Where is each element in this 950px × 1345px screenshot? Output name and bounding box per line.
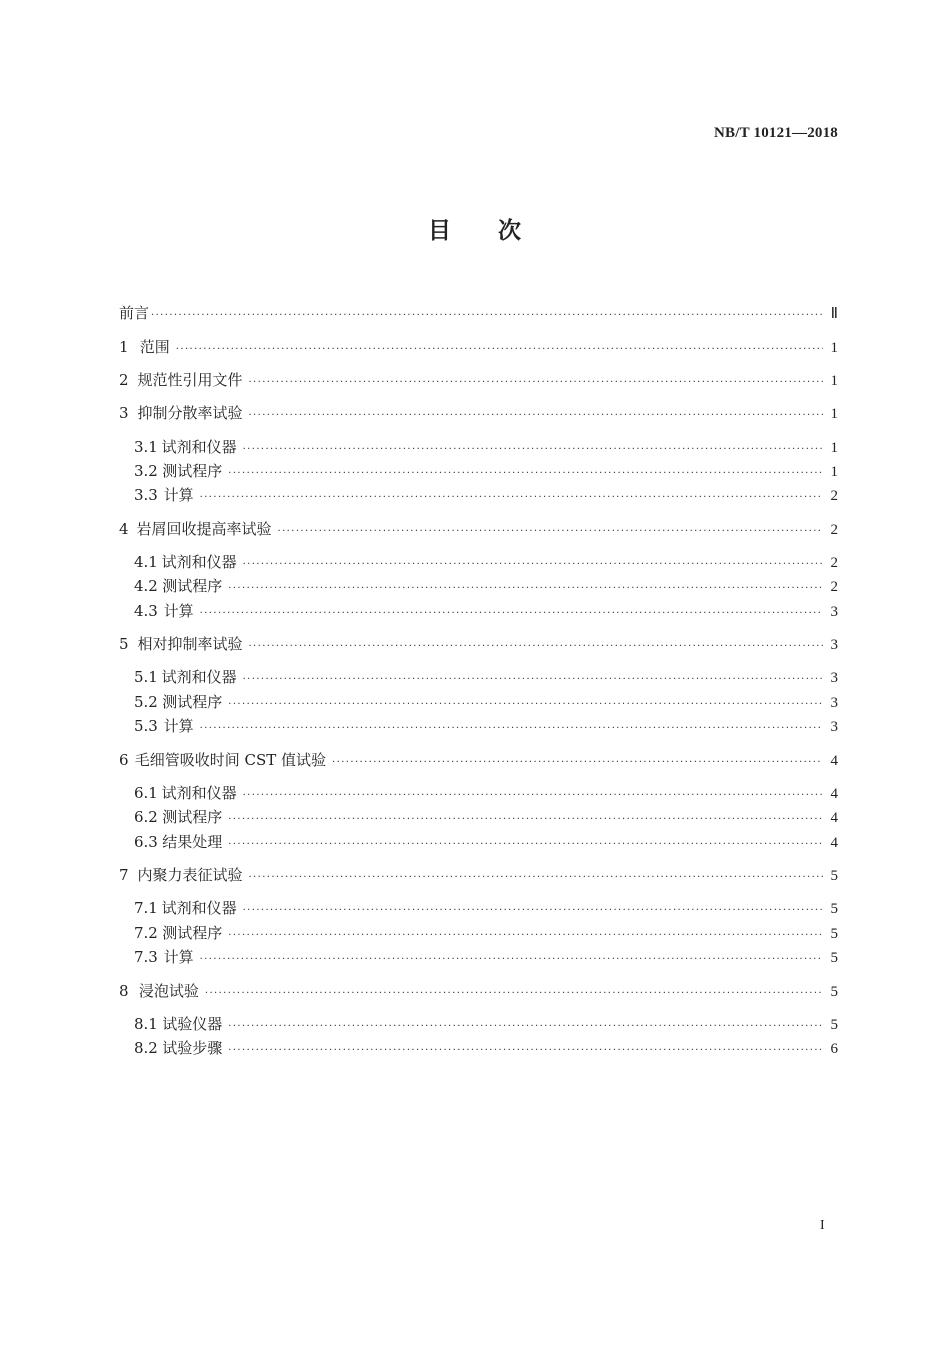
toc-label: 试验步骤 xyxy=(162,1039,223,1057)
toc-subentry[interactable] xyxy=(134,600,838,622)
toc-page: 3 xyxy=(830,670,838,686)
toc-label: 试剂和仪器 xyxy=(161,668,237,686)
toc-label: 计算 xyxy=(163,948,194,966)
toc-label: 试剂和仪器 xyxy=(161,899,237,917)
toc-label: 范围 xyxy=(139,338,170,356)
toc-label: 岩屑回收提高率试验 xyxy=(136,520,272,538)
toc-leader-dots xyxy=(248,867,822,889)
toc-leader-dots xyxy=(243,785,823,807)
toc-label: 试剂和仪器 xyxy=(161,784,237,802)
toc-leader-dots xyxy=(243,669,823,691)
toc-page: 2 xyxy=(830,555,838,571)
toc-subentry[interactable] xyxy=(134,1013,838,1035)
toc-label: 计算 xyxy=(163,717,194,735)
toc-label: 测试程序 xyxy=(162,462,223,480)
toc-number: 5.3 xyxy=(134,717,158,735)
toc-leader-dots xyxy=(243,554,823,576)
toc-number: 8.1 xyxy=(134,1015,158,1033)
toc-leader-dots xyxy=(228,694,822,716)
toc-label: 相对抑制率试验 xyxy=(137,635,243,653)
toc-page: 3 xyxy=(830,637,838,653)
toc-label: 计算 xyxy=(163,486,194,504)
toc-entry[interactable] xyxy=(119,518,838,540)
toc-page: 1 xyxy=(830,340,838,356)
toc-page: 3 xyxy=(830,604,838,620)
toc-number: 5.1 xyxy=(134,668,158,686)
toc-page: 4 xyxy=(830,786,838,802)
toc-label: 内聚力表征试验 xyxy=(137,866,243,884)
toc-label: 抑制分散率试验 xyxy=(137,404,243,422)
page-title xyxy=(0,212,950,245)
toc-label: 试剂和仪器 xyxy=(161,438,237,456)
toc-subentry[interactable] xyxy=(134,806,838,828)
toc-entry[interactable] xyxy=(119,749,838,771)
toc-leader-dots xyxy=(228,1040,822,1062)
toc-number: 4.3 xyxy=(134,602,158,620)
toc-page: 5 xyxy=(830,901,838,917)
toc-label: 规范性引用文件 xyxy=(137,371,243,389)
toc-subentry[interactable] xyxy=(134,460,838,482)
toc-subentry[interactable] xyxy=(134,666,838,688)
toc-page: 3 xyxy=(830,695,838,711)
toc-entry[interactable] xyxy=(119,980,838,1002)
toc-entry[interactable] xyxy=(119,369,838,391)
toc-number: 3.2 xyxy=(134,462,158,480)
toc-leader-dots xyxy=(200,487,823,509)
toc-entry-foreword[interactable] xyxy=(119,302,838,324)
toc-page: 2 xyxy=(830,488,838,504)
toc-number: 8.2 xyxy=(134,1039,158,1057)
title-part-2: 次 xyxy=(498,218,522,244)
toc-leader-dots xyxy=(243,439,823,461)
toc-number: 6.3 xyxy=(134,833,158,851)
toc-leader-dots xyxy=(332,752,822,774)
toc-leader-dots xyxy=(248,372,822,394)
toc-entry[interactable] xyxy=(119,402,838,424)
toc-number: 6.1 xyxy=(134,784,158,802)
toc-page: 2 xyxy=(830,522,838,538)
toc-subentry[interactable] xyxy=(134,575,838,597)
toc-page: 4 xyxy=(830,810,838,826)
toc-number: 2 xyxy=(119,371,129,389)
toc-subentry[interactable] xyxy=(134,551,838,573)
standard-code: NB/T 10121—2018 xyxy=(714,125,838,141)
toc-subentry[interactable] xyxy=(134,1037,838,1059)
toc-subentry[interactable] xyxy=(134,436,838,458)
toc-page: 1 xyxy=(830,440,838,456)
page-number: I xyxy=(820,1218,825,1233)
toc-subentry[interactable] xyxy=(134,831,838,853)
toc-page: 1 xyxy=(830,373,838,389)
toc-entry[interactable] xyxy=(119,633,838,655)
toc-leader-dots xyxy=(278,521,823,543)
toc-page: 4 xyxy=(830,753,838,769)
toc-leader-dots xyxy=(248,636,822,658)
toc-number: 4 xyxy=(119,520,129,538)
toc-number: 6.2 xyxy=(134,808,158,826)
toc-number: 7.2 xyxy=(134,924,158,942)
toc-label: 测试程序 xyxy=(162,693,223,711)
toc-leader-dots xyxy=(243,900,823,922)
toc-page: 5 xyxy=(830,926,838,942)
toc-leader-dots xyxy=(200,949,823,971)
toc-page: 1 xyxy=(830,406,838,422)
toc-entry[interactable] xyxy=(119,864,838,886)
toc-leader-dots xyxy=(248,405,822,427)
toc-label: 测试程序 xyxy=(162,808,223,826)
toc-page: 5 xyxy=(830,1017,838,1033)
toc-page: 5 xyxy=(830,868,838,884)
toc-subentry[interactable] xyxy=(134,922,838,944)
toc-leader-dots xyxy=(228,925,822,947)
toc-leader-dots xyxy=(151,305,823,327)
toc-number: 4.1 xyxy=(134,553,158,571)
toc-page: 1 xyxy=(830,464,838,480)
toc-leader-dots xyxy=(176,339,823,361)
toc-number: 3.3 xyxy=(134,486,158,504)
toc-entry[interactable] xyxy=(119,336,838,358)
toc-number: 7.3 xyxy=(134,948,158,966)
toc-subentry[interactable] xyxy=(134,484,838,506)
toc-number: 7 xyxy=(119,866,129,884)
toc-label: 计算 xyxy=(163,602,194,620)
toc-number: 4.2 xyxy=(134,577,158,595)
toc-leader-dots xyxy=(228,1016,822,1038)
toc-number: 5 xyxy=(119,635,129,653)
toc-label: 前言 xyxy=(119,304,150,322)
toc-subentry[interactable] xyxy=(134,897,838,919)
toc-subentry[interactable] xyxy=(134,691,838,713)
toc-label: 结果处理 xyxy=(162,833,223,851)
toc-leader-dots xyxy=(205,983,823,1005)
toc-number: 1 xyxy=(119,338,129,356)
toc-number: 7.1 xyxy=(134,899,158,917)
toc-subentry[interactable] xyxy=(134,715,838,737)
toc-number: 3.1 xyxy=(134,438,158,456)
toc-label: 毛细管吸收时间 CST 值试验 xyxy=(134,751,327,769)
toc-leader-dots xyxy=(228,834,822,856)
toc-leader-dots xyxy=(200,603,823,625)
toc-leader-dots xyxy=(228,809,822,831)
toc-label: 试验仪器 xyxy=(162,1015,223,1033)
title-part-1: 目 xyxy=(428,218,452,244)
toc-label: 试剂和仪器 xyxy=(161,553,237,571)
toc-label: 测试程序 xyxy=(162,924,223,942)
toc-label: 浸泡试验 xyxy=(138,982,199,1000)
toc-number: 5.2 xyxy=(134,693,158,711)
toc-page: 2 xyxy=(830,579,838,595)
toc-page: 3 xyxy=(830,719,838,735)
toc-page: 5 xyxy=(830,950,838,966)
toc-subentry[interactable] xyxy=(134,782,838,804)
toc-leader-dots xyxy=(228,463,822,485)
toc-number: 3 xyxy=(119,404,129,422)
toc-page: Ⅱ xyxy=(830,306,838,322)
toc-subentry[interactable] xyxy=(134,946,838,968)
toc-leader-dots xyxy=(228,578,822,600)
toc-page: 5 xyxy=(830,984,838,1000)
toc-leader-dots xyxy=(200,718,823,740)
toc-page: 6 xyxy=(830,1041,838,1057)
toc-number: 6 xyxy=(119,751,129,769)
toc-page: 4 xyxy=(830,835,838,851)
toc-label: 测试程序 xyxy=(162,577,223,595)
toc-number: 8 xyxy=(119,982,129,1000)
